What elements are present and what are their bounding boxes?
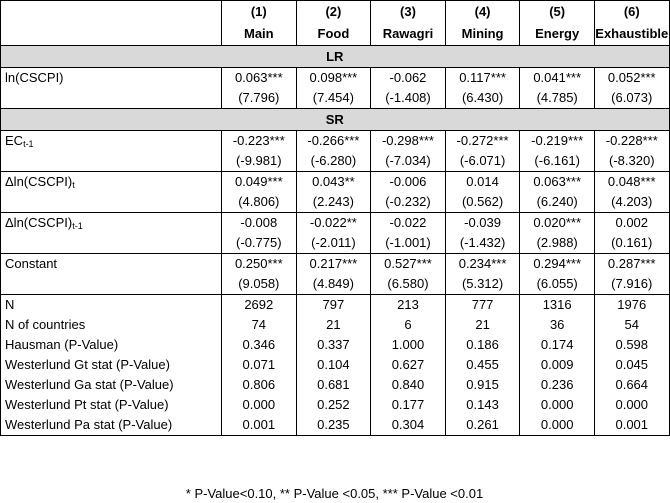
stat-label: Westerlund Gt stat (P-Value) <box>1 355 222 375</box>
col-number: (2) <box>296 1 371 24</box>
tstat-cell: (-6.280) <box>296 151 371 172</box>
stat-cell: 0.664 <box>594 375 669 395</box>
coef-cell: 0.020*** <box>520 213 595 234</box>
stat-cell: 0.252 <box>296 395 371 415</box>
stat-cell: 797 <box>296 295 371 316</box>
stat-cell: 0.000 <box>520 415 595 436</box>
stat-cell: 0.071 <box>222 355 297 375</box>
stat-cell: 0.177 <box>371 395 446 415</box>
tstat-cell: (6.240) <box>520 192 595 213</box>
stat-cell: 0.915 <box>445 375 520 395</box>
tstat-cell: (-7.034) <box>371 151 446 172</box>
row-stat <box>1 335 670 355</box>
col-name: Energy <box>520 23 595 46</box>
row-stat <box>1 415 670 436</box>
tstat-cell: (2.243) <box>296 192 371 213</box>
stat-cell: 0.186 <box>445 335 520 355</box>
col-name: Main <box>222 23 297 46</box>
stat-cell: 0.806 <box>222 375 297 395</box>
row-label <box>1 172 222 213</box>
coef-cell: -0.062 <box>371 68 446 89</box>
stat-label: N <box>1 295 222 316</box>
section-lr <box>1 46 670 68</box>
coef-cell: 0.063*** <box>520 172 595 193</box>
coef-cell: -0.022 <box>371 213 446 234</box>
row-stat <box>1 355 670 375</box>
stat-cell: 213 <box>371 295 446 316</box>
stat-cell: 0.000 <box>594 395 669 415</box>
coef-cell: 0.527*** <box>371 254 446 275</box>
coef-cell: -0.298*** <box>371 131 446 152</box>
stat-cell: 1316 <box>520 295 595 316</box>
stat-label: Hausman (P-Value) <box>1 335 222 355</box>
coef-cell: -0.228*** <box>594 131 669 152</box>
row-label-subscript: t <box>72 180 75 190</box>
tstat-cell: (7.916) <box>594 274 669 295</box>
coef-cell: 0.002 <box>594 213 669 234</box>
tstat-cell: (7.454) <box>296 88 371 109</box>
tstat-cell: (0.161) <box>594 233 669 254</box>
stat-cell: 0.000 <box>520 395 595 415</box>
tstat-cell: (-0.775) <box>222 233 297 254</box>
coef-cell: -0.022** <box>296 213 371 234</box>
coef-cell: 0.063*** <box>222 68 297 89</box>
coef-cell: 0.287*** <box>594 254 669 275</box>
tstat-cell: (4.806) <box>222 192 297 213</box>
row-label-subscript: t-1 <box>23 139 34 149</box>
section-label-lr: LR <box>1 46 670 68</box>
stat-cell: 0.627 <box>371 355 446 375</box>
coef-cell: 0.043** <box>296 172 371 193</box>
stat-cell: 0.304 <box>371 415 446 436</box>
tstat-cell: (0.562) <box>445 192 520 213</box>
coef-cell: 0.014 <box>445 172 520 193</box>
header-corner <box>1 1 222 46</box>
coef-cell: 0.049*** <box>222 172 297 193</box>
stat-cell: 0.840 <box>371 375 446 395</box>
col-number: (1) <box>222 1 297 24</box>
tstat-cell: (6.073) <box>594 88 669 109</box>
stat-cell: 777 <box>445 295 520 316</box>
coef-cell: -0.008 <box>222 213 297 234</box>
stat-cell: 0.009 <box>520 355 595 375</box>
tstat-cell: (-9.981) <box>222 151 297 172</box>
coef-cell: -0.039 <box>445 213 520 234</box>
tstat-cell: (7.796) <box>222 88 297 109</box>
stat-label: Westerlund Ga stat (P-Value) <box>1 375 222 395</box>
stat-cell: 0.455 <box>445 355 520 375</box>
stat-cell: 0.001 <box>222 415 297 436</box>
col-number: (5) <box>520 1 595 24</box>
row-stat <box>1 315 670 335</box>
stat-cell: 0.236 <box>520 375 595 395</box>
col-number: (6) <box>594 1 669 24</box>
coef-cell: 0.117*** <box>445 68 520 89</box>
col-name: Food <box>296 23 371 46</box>
stat-cell: 0.143 <box>445 395 520 415</box>
coef-cell: 0.294*** <box>520 254 595 275</box>
row-label-text: Δln(CSCPI) <box>5 174 73 189</box>
stat-cell: 0.104 <box>296 355 371 375</box>
row-label: Constant <box>1 254 222 295</box>
tstat-cell: (-6.071) <box>445 151 520 172</box>
row-lncscpi-coef <box>1 68 670 89</box>
col-name: Exhaustible <box>594 23 669 46</box>
coef-cell: 0.048*** <box>594 172 669 193</box>
significance-note: * P-Value<0.10, ** P-Value <0.05, *** P-Value <0.01 <box>185 486 484 501</box>
stat-cell: 0.346 <box>222 335 297 355</box>
coef-cell: -0.006 <box>371 172 446 193</box>
header-row-numbers <box>1 1 670 24</box>
row-label-text: Δln(CSCPI) <box>5 215 73 230</box>
row-stat <box>1 375 670 395</box>
stat-cell: 0.261 <box>445 415 520 436</box>
stat-label: Westerlund Pa stat (P-Value) <box>1 415 222 436</box>
coef-cell: 0.041*** <box>520 68 595 89</box>
row-label-text: EC <box>5 133 24 148</box>
stat-cell: 1976 <box>594 295 669 316</box>
tstat-cell: (6.055) <box>520 274 595 295</box>
coef-cell: 0.250*** <box>222 254 297 275</box>
row-dln-t-coef <box>1 172 670 193</box>
tstat-cell: (6.580) <box>371 274 446 295</box>
coef-cell: -0.219*** <box>520 131 595 152</box>
row-stat <box>1 395 670 415</box>
stat-label: Westerlund Pt stat (P-Value) <box>1 395 222 415</box>
tstat-cell: (-2.011) <box>296 233 371 254</box>
col-number: (4) <box>445 1 520 24</box>
stat-cell: 21 <box>445 315 520 335</box>
stat-label: N of countries <box>1 315 222 335</box>
row-label <box>1 131 222 172</box>
col-name: Mining <box>445 23 520 46</box>
tstat-cell: (6.430) <box>445 88 520 109</box>
col-name: Rawagri <box>371 23 446 46</box>
col-number: (3) <box>371 1 446 24</box>
tstat-cell: (-1.432) <box>445 233 520 254</box>
stat-cell: 0.174 <box>520 335 595 355</box>
tstat-cell: (-1.001) <box>371 233 446 254</box>
tstat-cell: (4.849) <box>296 274 371 295</box>
row-stat <box>1 295 670 316</box>
stat-cell: 2692 <box>222 295 297 316</box>
stat-cell: 6 <box>371 315 446 335</box>
stat-cell: 54 <box>594 315 669 335</box>
tstat-cell: (-0.232) <box>371 192 446 213</box>
tstat-cell: (4.785) <box>520 88 595 109</box>
coef-cell: -0.272*** <box>445 131 520 152</box>
coef-cell: 0.217*** <box>296 254 371 275</box>
stat-cell: 0.045 <box>594 355 669 375</box>
row-label: ln(CSCPI) <box>1 68 222 109</box>
stat-cell: 0.681 <box>296 375 371 395</box>
coef-cell: 0.052*** <box>594 68 669 89</box>
row-label-subscript: t-1 <box>72 221 83 231</box>
coef-cell: -0.266*** <box>296 131 371 152</box>
tstat-cell: (9.058) <box>222 274 297 295</box>
stat-cell: 0.337 <box>296 335 371 355</box>
stat-cell: 0.235 <box>296 415 371 436</box>
tstat-cell: (2.988) <box>520 233 595 254</box>
coef-cell: 0.234*** <box>445 254 520 275</box>
stat-cell: 1.000 <box>371 335 446 355</box>
section-sr <box>1 109 670 131</box>
stat-cell: 74 <box>222 315 297 335</box>
stat-cell: 0.000 <box>222 395 297 415</box>
stat-cell: 0.001 <box>594 415 669 436</box>
section-label-sr: SR <box>1 109 670 131</box>
row-dln-t1-coef <box>1 213 670 234</box>
row-label <box>1 213 222 254</box>
stat-cell: 36 <box>520 315 595 335</box>
row-constant-coef <box>1 254 670 275</box>
stat-cell: 0.598 <box>594 335 669 355</box>
tstat-cell: (-8.320) <box>594 151 669 172</box>
coef-cell: -0.223*** <box>222 131 297 152</box>
tstat-cell: (4.203) <box>594 192 669 213</box>
tstat-cell: (-1.408) <box>371 88 446 109</box>
coef-cell: 0.098*** <box>296 68 371 89</box>
tstat-cell: (5.312) <box>445 274 520 295</box>
stat-cell: 21 <box>296 315 371 335</box>
row-ec-coef <box>1 131 670 152</box>
tstat-cell: (-6.161) <box>520 151 595 172</box>
